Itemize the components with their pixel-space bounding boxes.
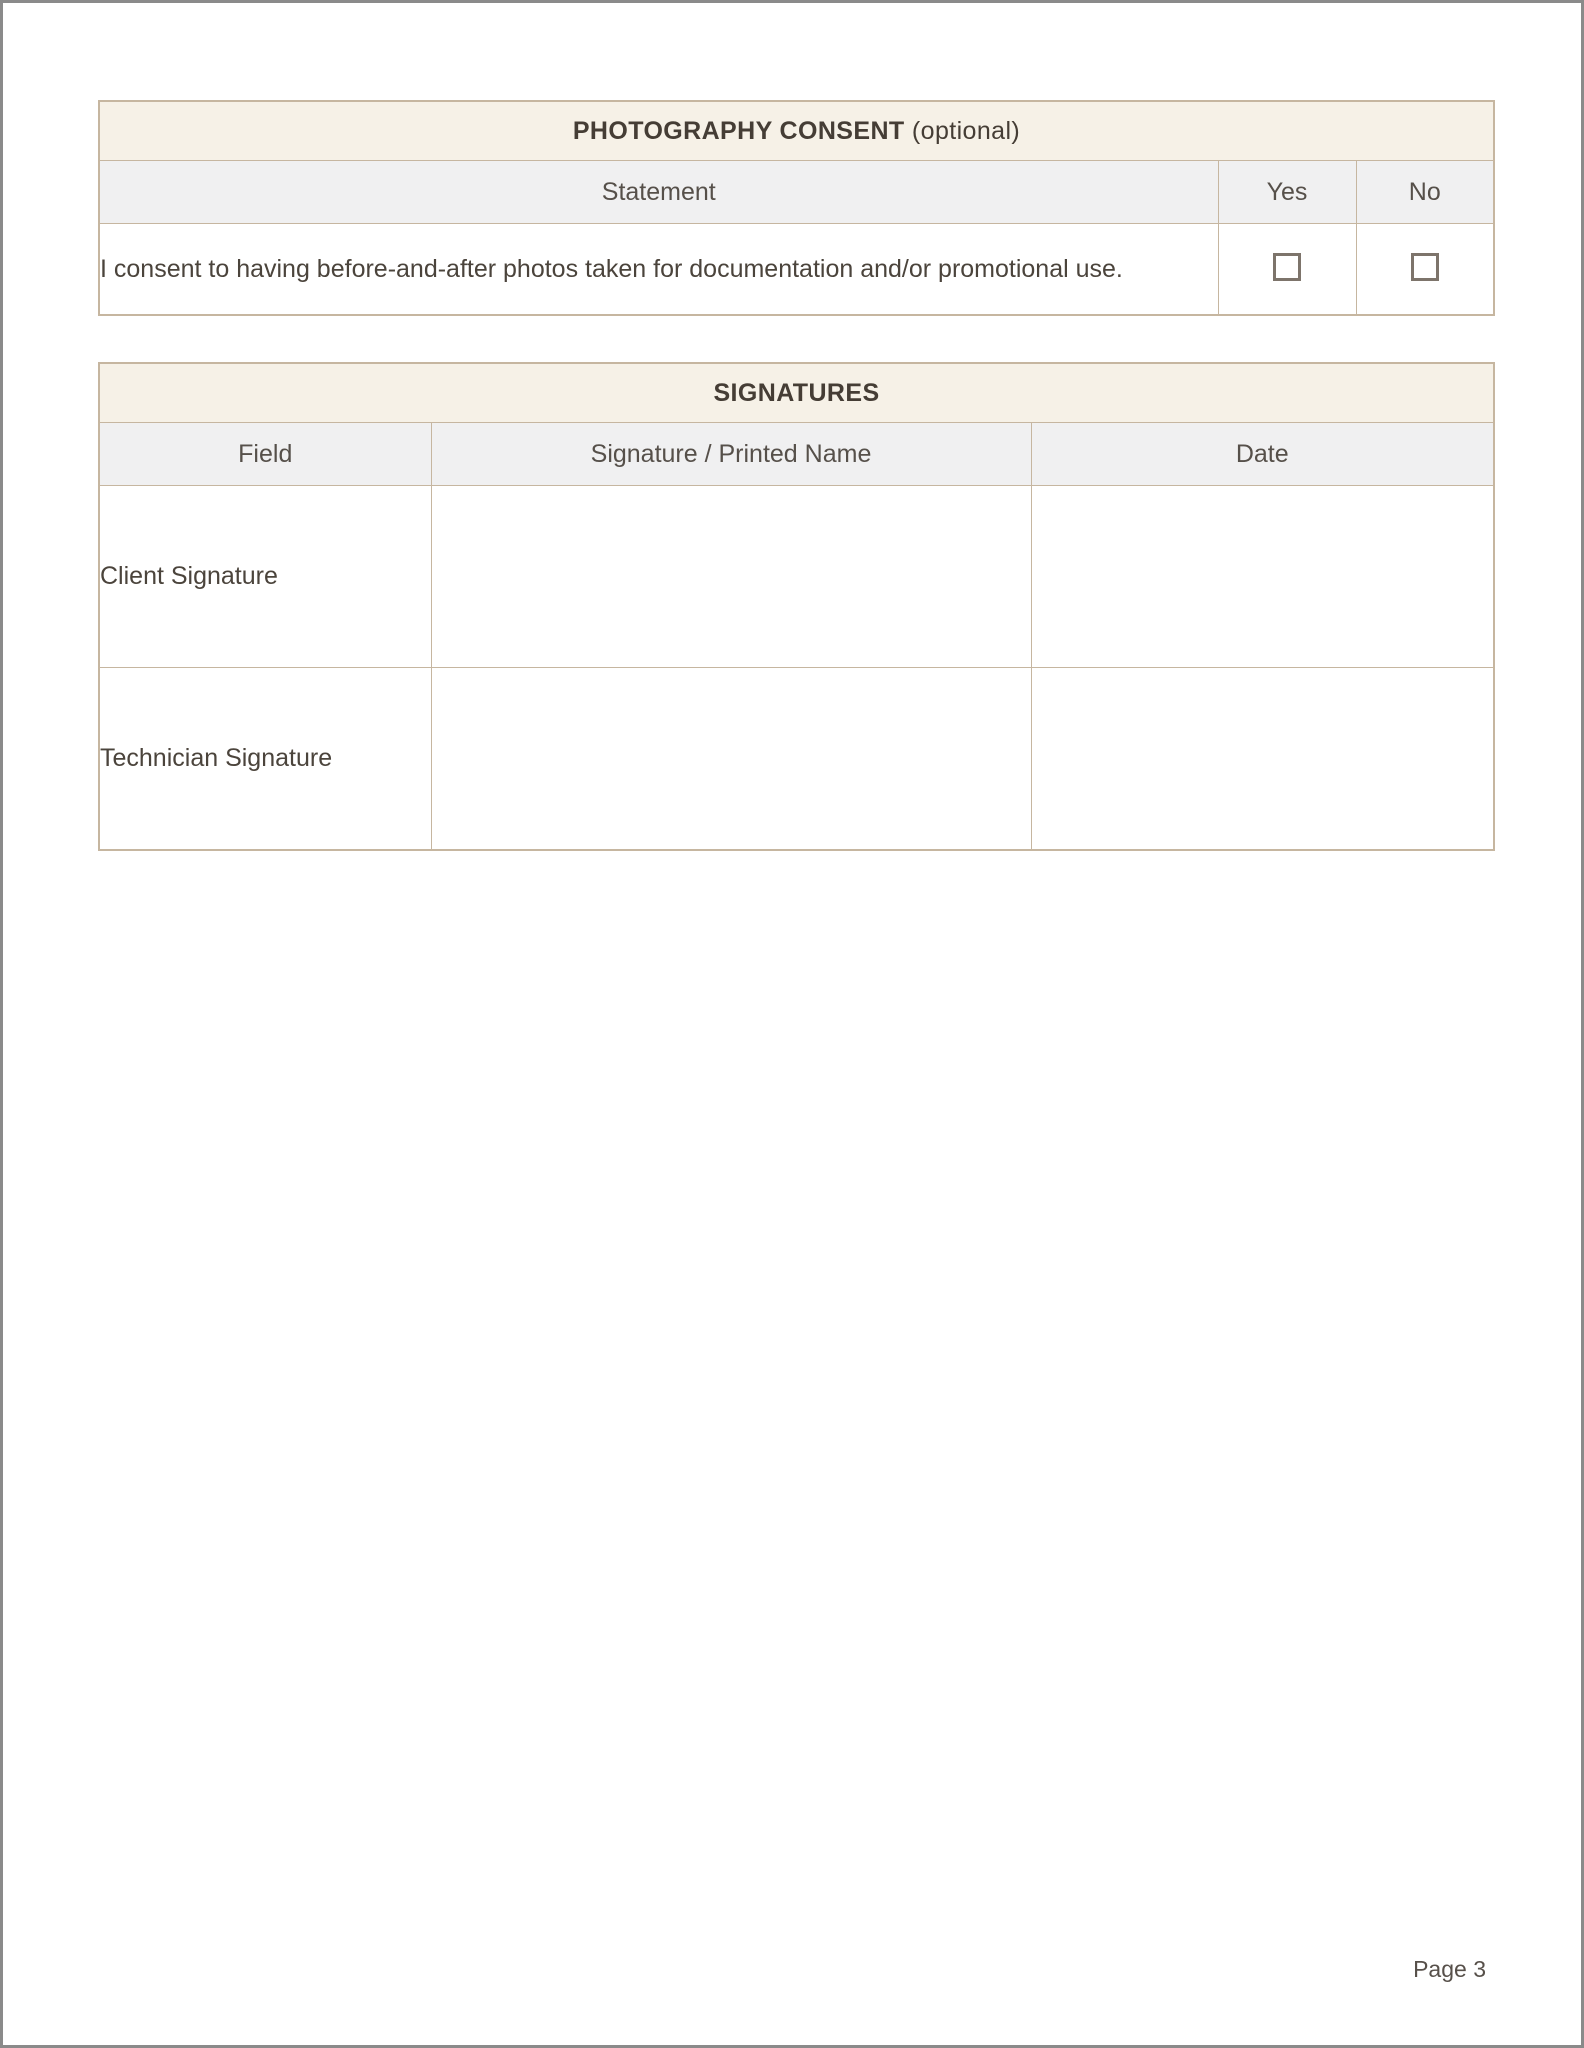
row-label-technician-signature: Technician Signature	[99, 668, 431, 851]
client-signature-date-input[interactable]	[1031, 486, 1494, 668]
photography-consent-section-header-row	[99, 101, 1494, 161]
column-header-date: Date	[1031, 423, 1494, 486]
row-label-client-signature: Client Signature	[99, 486, 431, 668]
page-number-footer: Page 3	[1413, 1956, 1486, 1982]
photography-consent-title-normal: (optional)	[904, 116, 1021, 145]
column-header-statement: Statement	[99, 161, 1218, 224]
checkbox-no-icon[interactable]	[1411, 253, 1439, 281]
checkbox-yes-icon[interactable]	[1273, 253, 1301, 281]
client-signature-input[interactable]	[431, 486, 1031, 668]
technician-signature-input[interactable]	[431, 668, 1031, 851]
signatures-title-text: SIGNATURES	[713, 378, 880, 407]
column-header-yes: Yes	[1218, 161, 1356, 224]
table-row	[99, 224, 1494, 316]
page-content	[98, 100, 1493, 851]
technician-signature-date-input[interactable]	[1031, 668, 1494, 851]
photography-consent-column-header-row	[99, 161, 1494, 224]
signatures-column-header-row	[99, 423, 1494, 486]
column-header-no: No	[1356, 161, 1494, 224]
photography-consent-table	[98, 100, 1495, 316]
photography-consent-title	[99, 101, 1494, 161]
table-row	[99, 486, 1494, 668]
consent-yes-cell[interactable]	[1218, 224, 1356, 316]
column-header-field: Field	[99, 423, 431, 486]
consent-statement-text: I consent to having before-and-after photos taken for documentation and/or promotional use.	[99, 224, 1218, 316]
photography-consent-title-strong: PHOTOGRAPHY CONSENT	[572, 116, 905, 145]
signatures-title	[99, 363, 1494, 423]
table-spacer	[98, 316, 1493, 362]
table-row	[99, 668, 1494, 851]
signatures-table	[98, 362, 1495, 851]
consent-no-cell[interactable]	[1356, 224, 1494, 316]
column-header-signature-printed-name: Signature / Printed Name	[431, 423, 1031, 486]
signatures-section-header-row	[99, 363, 1494, 423]
